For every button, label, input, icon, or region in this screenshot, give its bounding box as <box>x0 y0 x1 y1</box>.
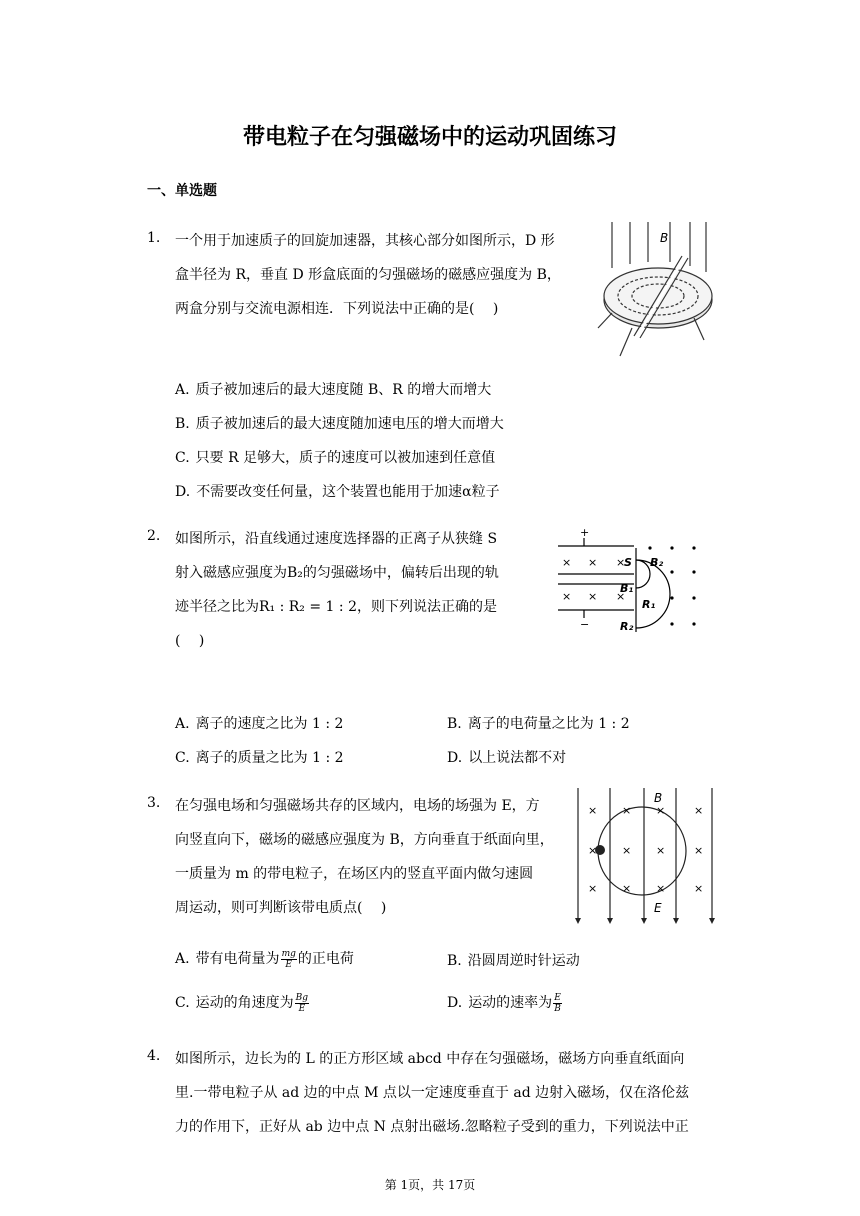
question-text-line: 在匀强电场和匀强磁场共存的区域内，电场的场强为 E，方 <box>175 798 540 814</box>
option-b: B. 离子的电荷量之比为 1 : 2 <box>447 716 630 732</box>
cross-mark: × <box>588 590 598 603</box>
option-b: B. 质子被加速后的最大速度随加速电压的增大而增大 <box>175 416 504 432</box>
cyclotron-figure <box>592 218 722 358</box>
option-c: C. 只要 R 足够大，质子的速度可以被加速到任意值 <box>175 450 496 466</box>
question-text-line: 一个用于加速质子的回旋加速器，其核心部分如图所示，D 形 <box>175 233 555 249</box>
e-label: E <box>654 901 662 915</box>
question-text-line: 盒半径为 R，垂直 D 形盒底面的匀强磁场的磁感应强度为 B， <box>175 267 561 283</box>
r2-label: R₂ <box>620 620 634 633</box>
cross-mark: × <box>588 556 598 569</box>
option-d: D. 以上说法都不对 <box>447 750 567 766</box>
cross-mark: × <box>588 804 598 817</box>
page-footer: 第 1页，共 17页 <box>384 1178 476 1192</box>
option-a: A. 质子被加速后的最大速度随 B、R 的增大而增大 <box>175 382 492 398</box>
cross-mark: × <box>694 882 704 895</box>
cross-mark: × <box>694 844 704 857</box>
fraction: $\frac{Bg}{E}$ <box>295 992 309 1014</box>
option-a: A. 离子的速度之比为 1 : 2 <box>175 716 344 732</box>
b1-label: B₁ <box>620 582 634 595</box>
question-text-line: 周运动，则可判断该带电质点( ) <box>175 900 387 916</box>
option-a: A. 带有电荷量为 $\frac{mg}{E}$ 的正电荷 <box>175 948 354 970</box>
question-number: 2. <box>147 528 161 544</box>
section-heading: 一、单选题 <box>147 183 217 199</box>
cross-mark: × <box>562 556 572 569</box>
fraction: $\frac{E}{B}$ <box>554 992 561 1014</box>
cross-mark: × <box>656 804 666 817</box>
minus-sign: − <box>580 618 590 631</box>
velocity-selector-figure <box>558 526 708 638</box>
cross-mark: × <box>622 844 632 857</box>
question-text-line: 两盒分别与交流电源相连．下列说法中正确的是( ) <box>175 301 499 317</box>
cross-mark: × <box>588 882 598 895</box>
question-number: 1. <box>147 230 161 246</box>
option-b: B. 沿圆周逆时针运动 <box>447 953 580 969</box>
question-text-line: ( ) <box>175 633 205 649</box>
cross-mark: × <box>616 556 626 569</box>
question-text-line: 射入磁感应强度为B₂的匀强磁场中，偏转后出现的轨 <box>175 565 499 581</box>
question-text-line: 里.一带电粒子从 ad 边的中点 M 点以一定速度垂直于 ad 边射入磁场，仅在洛伦兹 <box>175 1085 690 1101</box>
option-c: C. 离子的质量之比为 1 : 2 <box>175 750 344 766</box>
question-text-line: 如图所示，沿直线通过速度选择器的正离子从狭缝 S <box>175 531 498 547</box>
field-circle-figure <box>570 786 720 926</box>
page-title: 带电粒子在匀强磁场中的运动巩固练习 <box>242 125 617 150</box>
b-label: B <box>654 791 663 805</box>
cross-mark: × <box>622 882 632 895</box>
option-d: D. 不需要改变任何量，这个装置也能用于加速α粒子 <box>175 484 500 500</box>
fraction: $\frac{mg}{E}$ <box>281 948 296 970</box>
question-text-line: 迹半径之比为R₁ : R₂ = 1 : 2，则下列说法正确的是 <box>175 599 497 615</box>
cross-mark: × <box>588 844 598 857</box>
cross-mark: × <box>622 804 632 817</box>
question-number: 4. <box>147 1048 161 1064</box>
option-d: D. 运动的速率为 $\frac{E}{B}$ <box>447 992 561 1014</box>
question-text-line: 一质量为 m 的带电粒子，在场区内的竖直平面内做匀速圆 <box>175 866 534 882</box>
cross-mark: × <box>656 882 666 895</box>
cross-mark: × <box>694 804 704 817</box>
b2-label: B₂ <box>650 556 664 569</box>
slit-label: S <box>624 556 632 569</box>
question-text-line: 力的作用下，正好从 ab 边中点 N 点射出磁场.忽略粒子受到的重力，下列说法中正 <box>175 1119 689 1135</box>
cross-mark: × <box>656 844 666 857</box>
option-c: C. 运动的角速度为 $\frac{Bg}{E}$ <box>175 992 309 1014</box>
question-number: 3. <box>147 795 161 811</box>
cross-mark: × <box>562 590 572 603</box>
question-text-line: 向竖直向下，磁场的磁感应强度为 B，方向垂直于纸面向里， <box>175 832 554 848</box>
r1-label: R₁ <box>642 598 656 611</box>
plus-sign: + <box>580 526 590 539</box>
cross-mark: × <box>616 590 626 603</box>
figure-label-b: B <box>660 231 669 245</box>
question-text-line: 如图所示，边长为的 L 的正方形区域 abcd 中存在匀强磁场，磁场方向垂直纸面向 <box>175 1051 685 1067</box>
